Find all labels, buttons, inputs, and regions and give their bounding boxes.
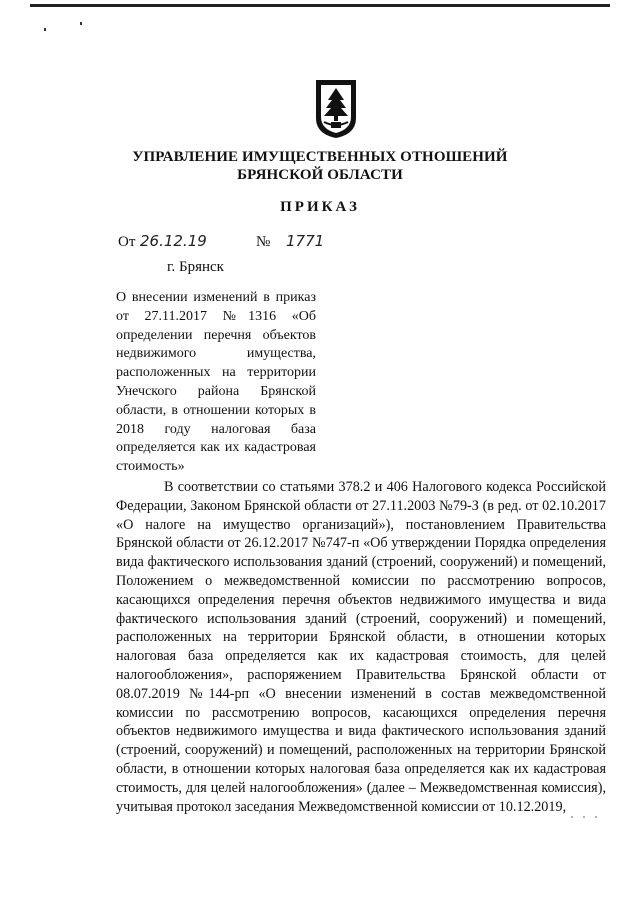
handwritten-date: 26.12.19 [140, 232, 207, 250]
city: г. Брянск [167, 259, 224, 275]
org-line-1: УПРАВЛЕНИЕ ИМУЩЕСТВЕННЫХ ОТНОШЕНИЙ [132, 149, 508, 165]
scan-edge-bar [30, 4, 610, 7]
scan-dots [570, 815, 600, 819]
from-label: От [118, 234, 136, 250]
number-label: № [256, 234, 271, 250]
organization-name [0, 148, 640, 184]
scan-speck [44, 28, 46, 31]
scan-speck [80, 22, 82, 25]
coat-of-arms-emblem [314, 78, 358, 140]
subject-heading: О внесении изменений в приказ от 27.11.2017 №1316 «Об определении перечня объектов недвижимого имущества, расположенных на территории Унечского района Брянской области, в отношении которых в 2018 году налоговая база определяется как их кадастровая стоимость» [116, 290, 316, 475]
document-type-title: ПРИКАЗ [280, 199, 360, 215]
handwritten-number: 1771 [286, 232, 325, 250]
body-paragraph: В соответствии со статьями 378.2 и 406 Налогового кодекса Российской Федерации, Законом Брянской области от 27.11.2003 №79-З (в ред. от 02.10.2017 «О налоге на имущество организаций»), постановлением Правительства Брянской области от 26.12.2017 №747-п «Об утверждении Порядка определения вида фактического использования зданий (строений, сооружений) и помещений, Положением о межведомственной комиссии по рассмотрению вопросов, касающихся определения перечня объектов недвижимого имущества и вида фактического использования зданий (строений, сооружений) и помещений, расположенных на территории Брянской области, в отношении которых налоговая база определяется как их кадастровая стоимость, для целей налогообложения», распоряжением Правительства Брянской области от 08.07.2019 №144-рп «О внесении изменений в состав межведомственной комиссии по рассмотрению вопросов, касающихся определения перечня объектов недвижимого имущества и вида фактического использования зданий (строений, сооружений) и помещений, расположенных на территории Брянской области, в отношении которых налоговая база определяется как их кадастровая стоимость, для целей налогообложения» (далее – Межведомственная комиссия), учитывая протокол заседания Межведомственной комиссии от 10.12.2019, [116, 479, 606, 815]
org-line-2: БРЯНСКОЙ ОБЛАСТИ [237, 167, 403, 183]
